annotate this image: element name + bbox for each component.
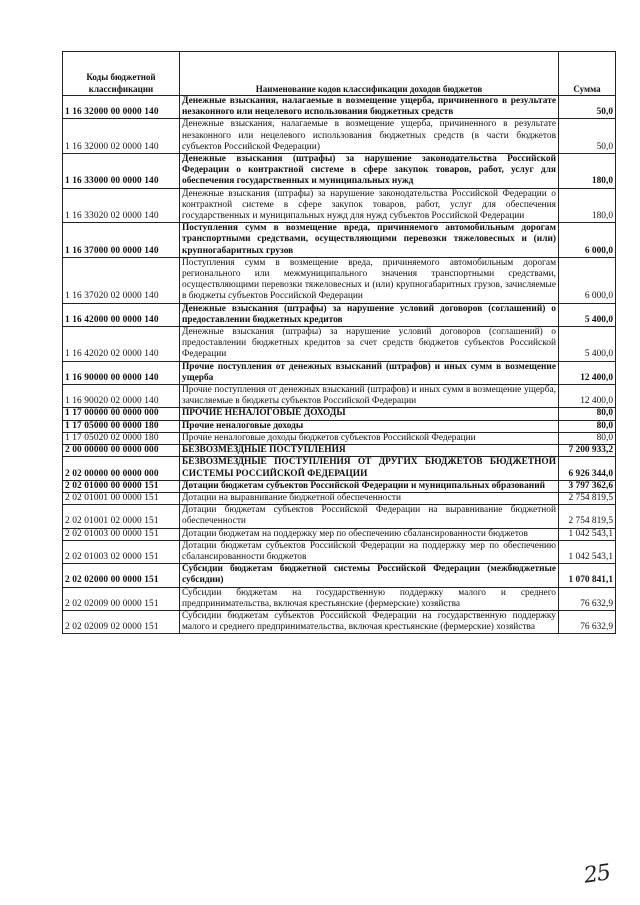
table-header-row — [63, 52, 616, 96]
table-row — [63, 408, 616, 420]
row-name: Прочие поступления от денежных взысканий (штрафов) и иных сумм в возмещение ущерба — [180, 361, 559, 384]
row-name: Денежные взыскания (штрафы) за нарушение законодательства Российской Федерации о контрактной системе в сфере закупок товаров, работ, услуг для обеспечения государственных и муниципальных нужд — [180, 154, 559, 189]
row-code: 1 16 42000 00 0000 140 — [63, 303, 180, 326]
table-row — [63, 445, 616, 457]
row-sum: 12 400,0 — [559, 385, 616, 408]
row-name: Денежные взыскания, налагаемые в возмещение ущерба, причиненного в результате незаконного или нецелевого использования бюджетных средств (в части бюджетов субъектов Российской Федерации) — [180, 119, 559, 154]
row-sum: 1 042 543,1 — [559, 528, 616, 540]
row-code: 2 02 01000 00 0000 151 — [63, 480, 180, 492]
row-code: 1 16 42020 02 0000 140 — [63, 327, 180, 362]
row-sum: 2 754 819,5 — [559, 492, 616, 504]
row-sum: 80,0 — [559, 432, 616, 444]
row-name: БЕЗВОЗМЕЗДНЫЕ ПОСТУПЛЕНИЯ ОТ ДРУГИХ БЮДЖЕТОВ БЮДЖЕТНОЙ СИСТЕМЫ РОССИЙСКОЙ ФЕДЕРАЦИИ — [180, 457, 559, 480]
row-sum: 80,0 — [559, 420, 616, 432]
row-sum: 3 797 362,6 — [559, 480, 616, 492]
row-code: 2 02 02000 00 0000 151 — [63, 564, 180, 587]
row-name: Прочие поступления от денежных взысканий (штрафов) и иных сумм в возмещение ущерба, зачисляемые в бюджеты субъектов Российской Федерации — [180, 385, 559, 408]
header-code: Коды бюджетной классификации — [63, 52, 180, 96]
table-row — [63, 223, 616, 258]
table-row — [63, 303, 616, 326]
table-row — [63, 528, 616, 540]
row-name: Субсидии бюджетам субъектов Российской Федерации на государственную поддержку малого и среднего предпринимательства, включая крестьянские (фермерские) хозяйства — [180, 610, 559, 633]
row-name: ПРОЧИЕ НЕНАЛОГОВЫЕ ДОХОДЫ — [180, 408, 559, 420]
row-sum: 76 632,9 — [559, 610, 616, 633]
row-code: 1 16 32000 00 0000 140 — [63, 96, 180, 119]
row-sum: 180,0 — [559, 188, 616, 223]
row-code: 1 16 33020 02 0000 140 — [63, 188, 180, 223]
row-name: Дотации бюджетам субъектов Российской Федерации и муниципальных образований — [180, 480, 559, 492]
table-row — [63, 361, 616, 384]
row-sum: 6 926 344,0 — [559, 457, 616, 480]
table-row — [63, 540, 616, 563]
row-name: Денежные взыскания (штрафы) за нарушение законодательства Российской Федерации о контрактной системе в сфере закупок товаров, работ, услуг для обеспечения государственных и муниципальных нужд для нужд субъектов Российской Федерации — [180, 188, 559, 223]
row-code: 2 02 01001 02 0000 151 — [63, 505, 180, 528]
row-sum: 1 042 543,1 — [559, 540, 616, 563]
row-name: Поступления сумм в возмещение вреда, причиняемого автомобильным дорогам транспортными средствами, осуществляющими перевозки тяжеловесных и (или) крупногабаритных грузов — [180, 223, 559, 258]
header-name: Наименование кодов классификации доходов бюджетов — [180, 52, 559, 96]
row-name: Дотации бюджетам субъектов Российской Федерации на выравнивание бюджетной обеспеченности — [180, 505, 559, 528]
row-sum: 180,0 — [559, 154, 616, 189]
row-code: 2 00 00000 00 0000 000 — [63, 445, 180, 457]
table-row — [63, 432, 616, 444]
row-code: 1 16 90000 00 0000 140 — [63, 361, 180, 384]
row-code: 1 17 05000 00 0000 180 — [63, 420, 180, 432]
header-sum: Сумма — [559, 52, 616, 96]
table-row — [63, 96, 616, 119]
table-row — [63, 492, 616, 504]
table-row — [63, 610, 616, 633]
row-name: Дотации бюджетам субъектов Российской Федерации на поддержку мер по обеспечению сбалансированности бюджетов — [180, 540, 559, 563]
row-name: БЕЗВОЗМЕЗДНЫЕ ПОСТУПЛЕНИЯ — [180, 445, 559, 457]
row-code: 2 02 00000 00 0000 000 — [63, 457, 180, 480]
row-name: Денежные взыскания (штрафы) за нарушение условий договоров (соглашений) о предоставлении бюджетных кредитов за счет средств бюджетов субъектов Российской Федерации — [180, 327, 559, 362]
row-sum: 1 070 841,1 — [559, 564, 616, 587]
row-sum: 76 632,9 — [559, 587, 616, 610]
row-sum: 50,0 — [559, 119, 616, 154]
row-sum: 5 400,0 — [559, 303, 616, 326]
table-row — [63, 257, 616, 303]
table-row — [63, 119, 616, 154]
table-body — [63, 96, 616, 634]
row-code: 1 17 05020 02 0000 180 — [63, 432, 180, 444]
row-code: 2 02 02009 02 0000 151 — [63, 610, 180, 633]
row-code: 1 16 37000 00 0000 140 — [63, 223, 180, 258]
row-name: Денежные взыскания (штрафы) за нарушение условий договоров (соглашений) о предоставлении бюджетных кредитов — [180, 303, 559, 326]
row-code: 2 02 01001 00 0000 151 — [63, 492, 180, 504]
table-row — [63, 480, 616, 492]
row-code: 1 16 33000 00 0000 140 — [63, 154, 180, 189]
table-row — [63, 587, 616, 610]
table-row — [63, 327, 616, 362]
row-sum: 2 754 819,5 — [559, 505, 616, 528]
row-name: Денежные взыскания, налагаемые в возмещение ущерба, причиненного в результате незаконного или нецелевого использования бюджетных средств — [180, 96, 559, 119]
table-row — [63, 188, 616, 223]
table-row — [63, 420, 616, 432]
row-code: 2 02 01003 00 0000 151 — [63, 528, 180, 540]
row-sum: 7 200 933,2 — [559, 445, 616, 457]
row-sum: 50,0 — [559, 96, 616, 119]
row-name: Поступления сумм в возмещение вреда, причиняемого автомобильным дорогам регионального или межмуниципального значения транспортными средствами, осуществляющими перевозки тяжеловесных и (или) крупногабаритных грузов, зачисляемые в бюджеты субъектов Российской Федерации — [180, 257, 559, 303]
table-row — [63, 457, 616, 480]
handwritten-page-number: 25 — [582, 860, 612, 889]
row-name: Прочие неналоговые доходы — [180, 420, 559, 432]
row-code: 2 02 01003 02 0000 151 — [63, 540, 180, 563]
row-name: Прочие неналоговые доходы бюджетов субъектов Российской Федерации — [180, 432, 559, 444]
row-code: 2 02 02009 00 0000 151 — [63, 587, 180, 610]
row-sum: 12 400,0 — [559, 361, 616, 384]
table-row — [63, 505, 616, 528]
row-code: 1 16 32000 02 0000 140 — [63, 119, 180, 154]
row-code: 1 16 37020 02 0000 140 — [63, 257, 180, 303]
row-name: Дотации на выравнивание бюджетной обеспеченности — [180, 492, 559, 504]
row-sum: 80,0 — [559, 408, 616, 420]
row-code: 1 16 90020 02 0000 140 — [63, 385, 180, 408]
row-sum: 6 000,0 — [559, 223, 616, 258]
table-row — [63, 564, 616, 587]
row-sum: 6 000,0 — [559, 257, 616, 303]
row-code: 1 17 00000 00 0000 000 — [63, 408, 180, 420]
budget-revenue-table — [62, 51, 616, 634]
table-row — [63, 385, 616, 408]
row-name: Дотации бюджетам на поддержку мер по обеспечению сбалансированности бюджетов — [180, 528, 559, 540]
row-name: Субсидии бюджетам бюджетной системы Российской Федерации (межбюджетные субсидии) — [180, 564, 559, 587]
table-row — [63, 154, 616, 189]
row-name: Субсидии бюджетам на государственную поддержку малого и среднего предпринимательства, включая крестьянские (фермерские) хозяйства — [180, 587, 559, 610]
row-sum: 5 400,0 — [559, 327, 616, 362]
